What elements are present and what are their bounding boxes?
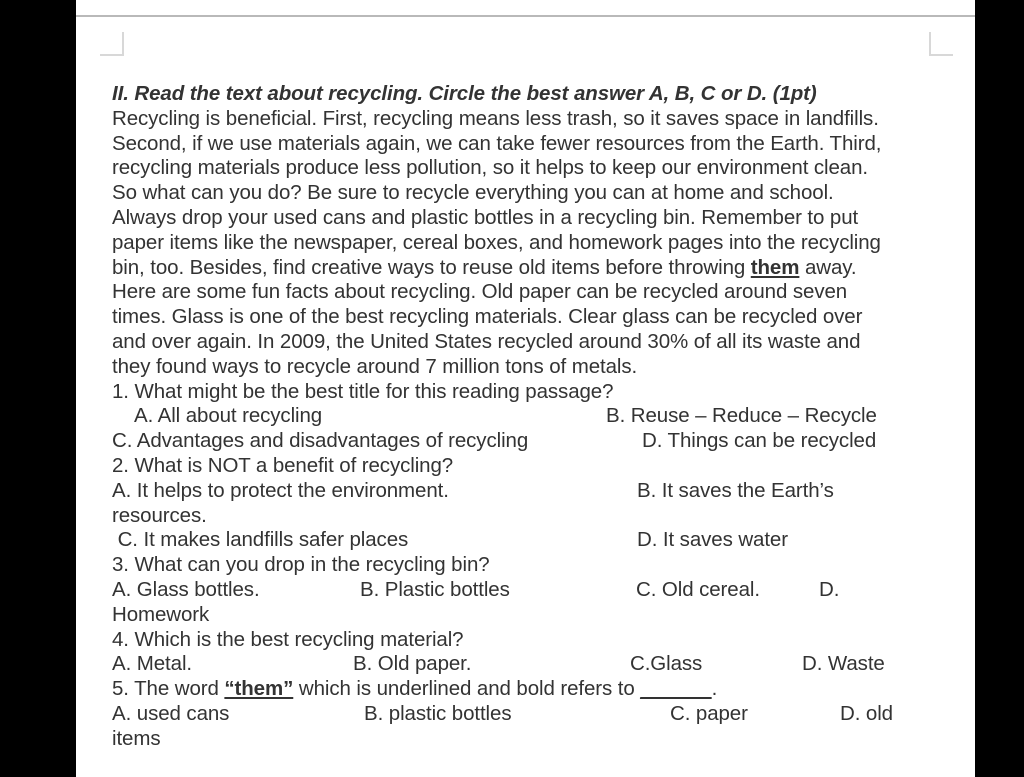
option-2d[interactable]: D. It saves water	[637, 528, 788, 552]
question-2-options-row-3	[112, 528, 952, 553]
question-5-options-row-2	[112, 727, 952, 752]
question-2-options-row-2	[112, 504, 952, 529]
option-4c[interactable]: C.Glass	[630, 652, 703, 676]
option-1c[interactable]: C. Advantages and disadvantages of recycling	[112, 429, 529, 453]
passage-line: So what can you do? Be sure to recycle everything you can at home and school.	[112, 181, 834, 205]
question-3-prompt: 3. What can you drop in the recycling bin?	[112, 553, 490, 577]
question-2-options-row-1	[112, 479, 952, 504]
letterbox-bar-right	[975, 0, 1024, 777]
reading-passage	[112, 107, 952, 380]
letterbox-bar-left	[0, 0, 76, 777]
passage-line: Always drop your used cans and plastic bottles in a recycling bin. Remember to put	[112, 205, 859, 229]
crop-mark-top-right-icon	[929, 32, 953, 56]
answer-blank[interactable]: ______	[640, 677, 712, 701]
passage-line: times. Glass is one of the best recycling materials. Clear glass can be recycled over	[112, 305, 863, 329]
passage-line: Here are some fun facts about recycling. Old paper can be recycled around seven	[112, 280, 848, 304]
option-3b[interactable]: B. Plastic bottles	[360, 577, 510, 601]
option-4d[interactable]: D. Waste	[802, 652, 885, 676]
option-3c[interactable]: C. Old cereal.	[636, 577, 760, 601]
crop-mark-top-left-icon	[100, 32, 124, 56]
option-3d-continued: Homework	[112, 602, 210, 626]
option-1b[interactable]: B. Reuse – Reduce – Recycle	[606, 404, 877, 428]
option-2b-continued: resources.	[112, 503, 207, 527]
passage-text-before-them: bin, too. Besides, find creative ways to reuse old items before throwing	[112, 255, 751, 279]
question-3-options-row-1	[112, 578, 952, 603]
question-5-options-row-1	[112, 702, 952, 727]
option-5c[interactable]: C. paper	[670, 701, 748, 725]
page-top-rule	[76, 15, 975, 17]
option-5a[interactable]: A. used cans	[112, 701, 230, 725]
question-3-options-row-2	[112, 603, 952, 628]
option-5b[interactable]: B. plastic bottles	[364, 701, 512, 725]
option-2a[interactable]: A. It helps to protect the environment.	[112, 478, 449, 502]
option-1d[interactable]: D. Things can be recycled	[642, 429, 877, 453]
underlined-bold-them: them	[750, 255, 800, 279]
option-2b[interactable]: B. It saves the Earth’s	[637, 478, 834, 502]
question-1-options-row-2	[112, 429, 952, 454]
option-5d-continued: items	[112, 726, 161, 750]
passage-line: recycling materials produce less pollution, so it helps to keep our environment clean.	[112, 156, 868, 180]
passage-line: they found ways to recycle around 7 million tons of metals.	[112, 354, 638, 378]
question-1-prompt: 1. What might be the best title for this reading passage?	[112, 379, 614, 403]
option-3d[interactable]: D.	[819, 577, 840, 601]
question-4-prompt: 4. Which is the best recycling material?	[112, 627, 464, 651]
option-4b[interactable]: B. Old paper.	[353, 652, 472, 676]
underlined-bold-them-quoted: “them”	[224, 677, 294, 701]
option-3a[interactable]: A. Glass bottles.	[112, 577, 260, 601]
question-5-prompt	[112, 677, 952, 702]
question-1-options-row-1	[112, 404, 952, 429]
section-heading: II. Read the text about recycling. Circle the best answer A, B, C or D. (1pt)	[112, 82, 817, 105]
question-5-text-before-word: 5. The word	[112, 677, 225, 701]
option-4a[interactable]: A. Metal.	[112, 652, 192, 676]
option-5d[interactable]: D. old	[840, 701, 893, 725]
question-4-options-row-1	[112, 652, 952, 677]
option-1a[interactable]: A. All about recycling	[134, 404, 323, 428]
question-5-text-middle: which is underlined and bold refers to	[293, 677, 641, 701]
passage-line: and over again. In 2009, the United States recycled around 30% of all its waste and	[112, 329, 861, 353]
passage-text-after-them: away.	[799, 255, 857, 279]
question-2-prompt: 2. What is NOT a benefit of recycling?	[112, 453, 454, 477]
passage-line-with-them	[112, 256, 952, 281]
worksheet-content	[112, 82, 952, 752]
passage-line: Recycling is beneficial. First, recycling means less trash, so it saves space in landfills.	[112, 106, 879, 130]
option-2c[interactable]: C. It makes landfills safer places	[112, 528, 409, 552]
passage-line: paper items like the newspaper, cereal boxes, and homework pages into the recycling	[112, 230, 881, 254]
question-5-text-end: .	[711, 677, 718, 701]
passage-line: Second, if we use materials again, we can take fewer resources from the Earth. Third,	[112, 131, 882, 155]
scanned-page	[76, 0, 975, 777]
